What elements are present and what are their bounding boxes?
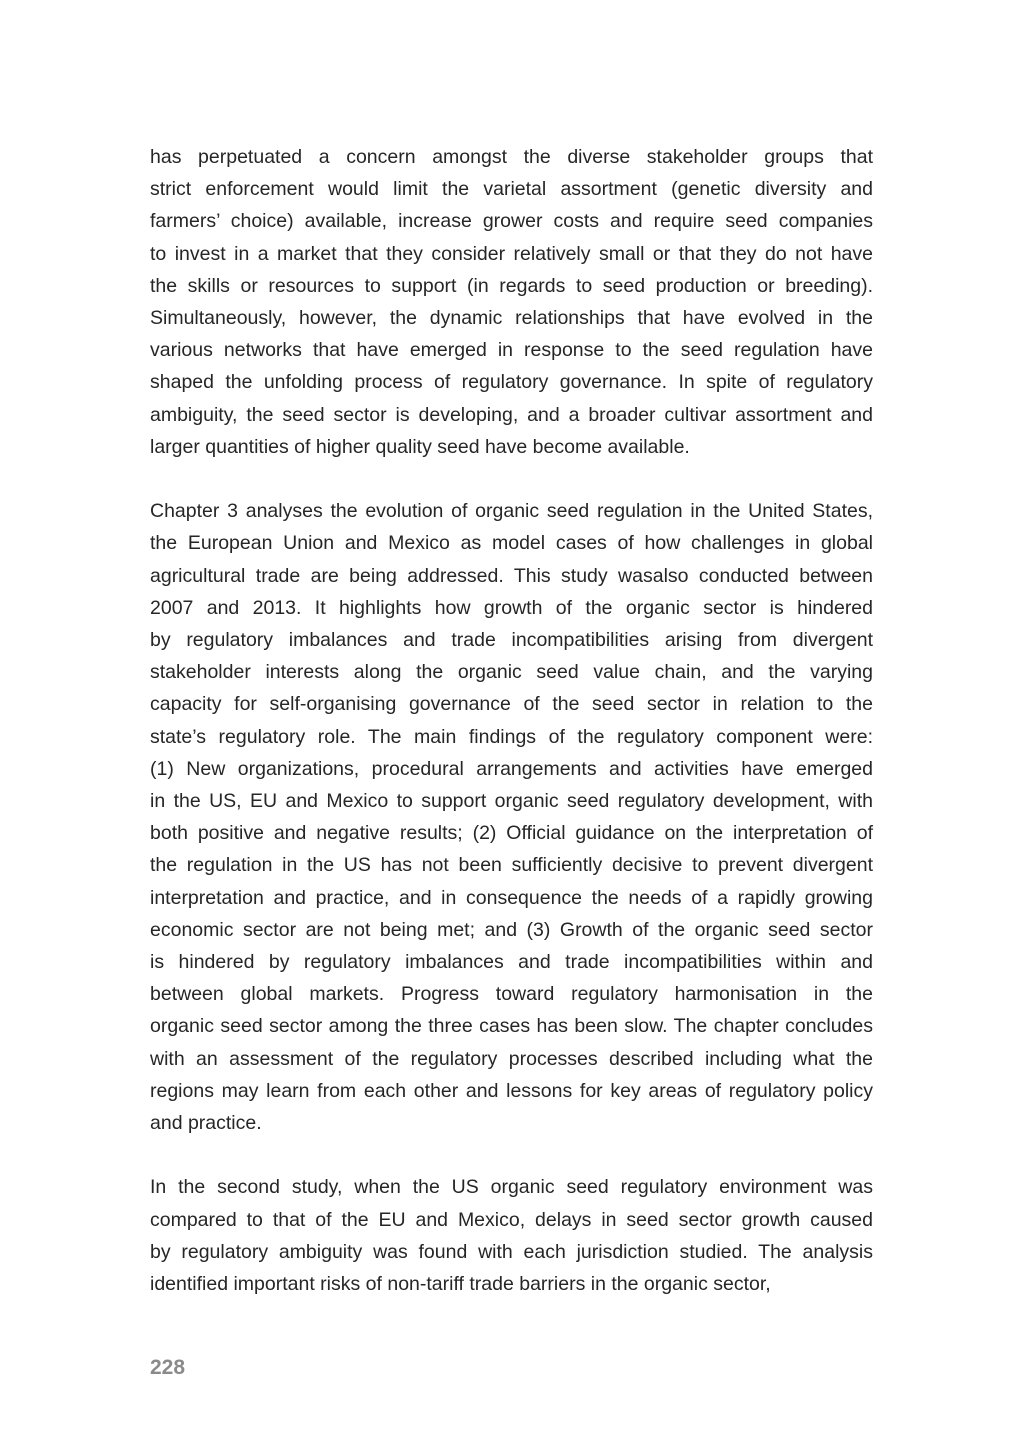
- text-line: Simultaneously, however, the dynamic relationships that have evolved in the: [150, 307, 873, 330]
- text-line: has perpetuated a concern amongst the diverse stakeholder groups that: [150, 146, 873, 168]
- text-line: stakeholder interests along the organic seed value chain, and the varying: [150, 661, 873, 684]
- text-line: 2007 and 2013. It highlights how growth of the organic sector is hindered: [150, 596, 873, 619]
- text-line: the skills or resources to support (in regards to seed production or breeding).: [150, 274, 873, 297]
- text-line: shaped the unfolding process of regulatory governance. In spite of regulatory: [150, 371, 873, 394]
- text-line: larger quantities of higher quality seed have become available.: [150, 435, 690, 458]
- text-line: identified important risks of non-tariff trade barriers in the organic sector,: [150, 1273, 771, 1296]
- text-line: organic seed sector among the three cases has been slow. The chapter concludes: [150, 1015, 873, 1038]
- text-line: the regulation in the US has not been sufficiently decisive to prevent divergent: [150, 854, 873, 877]
- text-line: (1) New organizations, procedural arrangements and activities have emerged: [150, 757, 873, 780]
- text-line: state’s regulatory role. The main findings of the regulatory component were:: [150, 725, 873, 748]
- text-line: with an assessment of the regulatory processes described including what the: [150, 1047, 873, 1070]
- text-line: In the second study, when the US organic seed regulatory environment was: [150, 1176, 873, 1199]
- paragraph: [150, 1171, 873, 1300]
- text-line: and practice.: [150, 1112, 262, 1135]
- text-line: both positive and negative results; (2) Official guidance on the interpretation of: [150, 822, 873, 845]
- body-text: [150, 141, 873, 1300]
- text-line: ambiguity, the seed sector is developing, and a broader cultivar assortment and: [150, 403, 873, 426]
- page-number: 228: [150, 1356, 186, 1379]
- text-line: compared to that of the EU and Mexico, delays in seed sector growth caused: [150, 1208, 873, 1231]
- text-line: Chapter 3 analyses the evolution of organic seed regulation in the United States,: [150, 500, 873, 523]
- text-line: by regulatory imbalances and trade incompatibilities arising from divergent: [150, 629, 873, 652]
- text-line: agricultural trade are being addressed. This study wasalso conducted between: [150, 564, 873, 587]
- text-line: in the US, EU and Mexico to support organic seed regulatory development, with: [150, 790, 873, 813]
- text-line: between global markets. Progress toward regulatory harmonisation in the: [150, 983, 873, 1006]
- text-line: economic sector are not being met; and (3) Growth of the organic seed sector: [150, 918, 873, 941]
- text-line: the European Union and Mexico as model cases of how challenges in global: [150, 532, 873, 555]
- text-line: to invest in a market that they consider relatively small or that they do not have: [150, 242, 873, 265]
- text-line: by regulatory ambiguity was found with each jurisdiction studied. The analysis: [150, 1240, 873, 1263]
- paragraph: [150, 141, 873, 463]
- text-line: is hindered by regulatory imbalances and trade incompatibilities within and: [150, 951, 873, 974]
- paragraph: [150, 495, 873, 1139]
- text-line: strict enforcement would limit the varietal assortment (genetic diversity and: [150, 178, 873, 201]
- text-line: regions may learn from each other and lessons for key areas of regulatory policy: [150, 1079, 873, 1102]
- text-line: capacity for self-organising governance of the seed sector in relation to the: [150, 693, 873, 716]
- text-line: various networks that have emerged in response to the seed regulation have: [150, 339, 873, 362]
- text-line: interpretation and practice, and in consequence the needs of a rapidly growing: [150, 886, 873, 909]
- text-line: farmers’ choice) available, increase grower costs and require seed companies: [150, 210, 873, 233]
